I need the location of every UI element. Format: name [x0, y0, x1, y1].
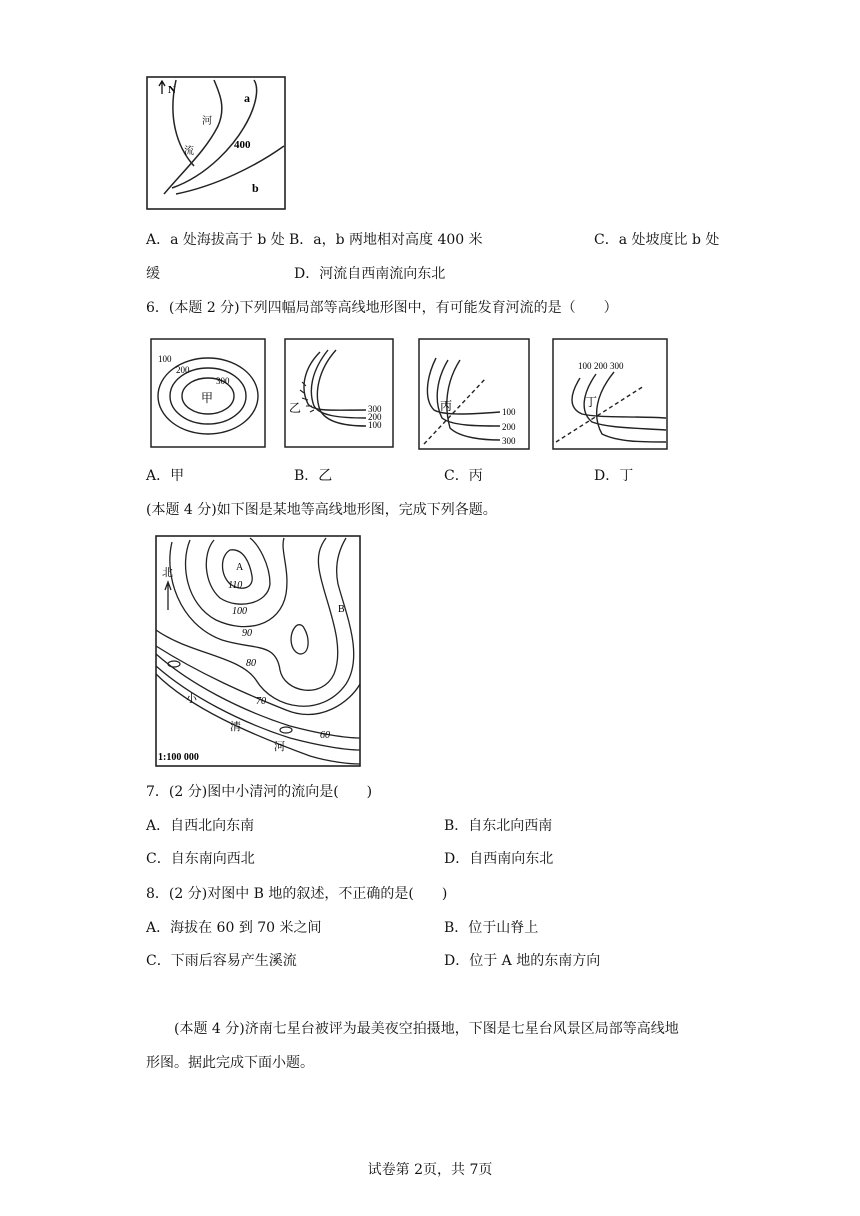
contour-label: 300 — [368, 404, 382, 414]
contour-label-100: 100 — [232, 606, 247, 617]
contour-label: 100 — [368, 420, 382, 430]
river-island — [280, 727, 292, 733]
section-intro-line2: 形图。据此完成下面小题。 — [146, 1055, 314, 1071]
contour-line — [156, 674, 360, 764]
dashed-line — [424, 378, 486, 444]
map-name: 丙 — [440, 399, 453, 413]
q7-option-b: B．自东北向西南 — [444, 818, 553, 834]
q8-option-a: A．海拔在 60 到 70 米之间 — [146, 920, 322, 936]
map-name: 甲 — [201, 391, 214, 405]
q7-option-c: C．自东南向西北 — [146, 851, 255, 867]
q7-option-d: D．自西南向东北 — [444, 851, 554, 867]
contour-label: 200 — [594, 361, 608, 371]
page-footer: 试卷第 2页，共 7页 — [367, 1162, 493, 1178]
point-a-label: A — [236, 562, 244, 573]
q6-option-b: B．乙 — [294, 468, 333, 484]
q5-option-d: D．河流自西南流向东北 — [294, 266, 446, 282]
contour-line — [437, 360, 500, 426]
contour-label: 100 — [578, 361, 592, 371]
q6-option-d: D．丁 — [594, 468, 634, 484]
q6-stem: 6．(本题 2 分)下列四幅局部等高线地形图中，有可能发育河流的是（ ） — [146, 300, 618, 316]
point-b-label: B — [338, 604, 345, 615]
contour-label: 200 — [176, 365, 190, 375]
contour-line — [597, 372, 666, 442]
label-b: b — [252, 181, 259, 195]
river-name-char: 河 — [274, 741, 285, 753]
contour-label-90: 90 — [242, 628, 252, 639]
q6-map-jia — [150, 338, 266, 448]
q5-option-c: C．a 处坡度比 b 处 — [594, 232, 720, 248]
river-char: 流 — [184, 146, 194, 157]
q6-map-bing — [418, 338, 530, 450]
river-name-char: 清 — [230, 721, 241, 733]
q5-option-b: B．a，b 两地相对高度 400 米 — [289, 232, 483, 248]
q5-option-a: A．a 处海拔高于 b 处 — [146, 232, 285, 248]
map-name: 丁 — [585, 395, 598, 409]
q6-option-a: A．甲 — [146, 468, 185, 484]
contour-label-80: 80 — [246, 658, 256, 669]
north-label: N — [168, 84, 176, 96]
q6-map-ding — [552, 338, 668, 450]
q6-map-yi — [284, 338, 394, 448]
river-island — [168, 661, 180, 667]
section-intro: (本题 4 分)如下图是某地等高线地形图，完成下列各题。 — [146, 502, 497, 518]
topographic-map-q7-q8 — [150, 534, 366, 770]
section-intro-line1: (本题 4 分)济南七星台被评为最美夜空拍摄地，下图是七星台风景区局部等高线地 — [174, 1021, 679, 1037]
contour-map-q5 — [146, 76, 286, 210]
contour-label: 300 — [502, 436, 516, 446]
contour-label: 300 — [610, 361, 624, 371]
contour-label-70: 70 — [256, 696, 266, 707]
north-arrow-icon — [159, 81, 165, 94]
q6-option-c: C．丙 — [444, 468, 483, 484]
north-label: 北 — [162, 567, 173, 579]
contour-label: 300 — [216, 376, 230, 386]
q7-option-a: A．自西北向东南 — [146, 818, 255, 834]
contour-line — [291, 625, 308, 654]
q8-option-b: B．位于山脊上 — [444, 920, 539, 936]
q8-option-d: D．位于 A 地的东南方向 — [444, 953, 601, 969]
river-char: 河 — [202, 116, 212, 127]
map-name: 乙 — [289, 401, 302, 415]
contour-line — [447, 360, 500, 440]
q8-option-c: C．下雨后容易产生溪流 — [146, 953, 297, 969]
q7-stem: 7．(2 分)图中小清河的流向是( ) — [146, 784, 373, 800]
contour-label: 200 — [502, 422, 516, 432]
contour-label-110: 110 — [228, 580, 243, 591]
map-scale: 1:100 000 — [158, 752, 199, 763]
contour-label: 100 — [158, 354, 172, 364]
contour-label: 200 — [368, 412, 382, 422]
contour-line — [317, 350, 366, 426]
river-name-char: 小 — [186, 693, 197, 705]
north-arrow-icon — [165, 582, 171, 610]
q5-option-c-continued: 缓 — [146, 266, 160, 282]
contour-label-60: 60 — [320, 730, 330, 741]
q8-stem: 8．(2 分)对图中 B 地的叙述，不正确的是( ) — [146, 886, 448, 902]
label-a: a — [244, 91, 250, 105]
contour-label-400: 400 — [234, 139, 251, 151]
contour-label: 100 — [502, 407, 516, 417]
